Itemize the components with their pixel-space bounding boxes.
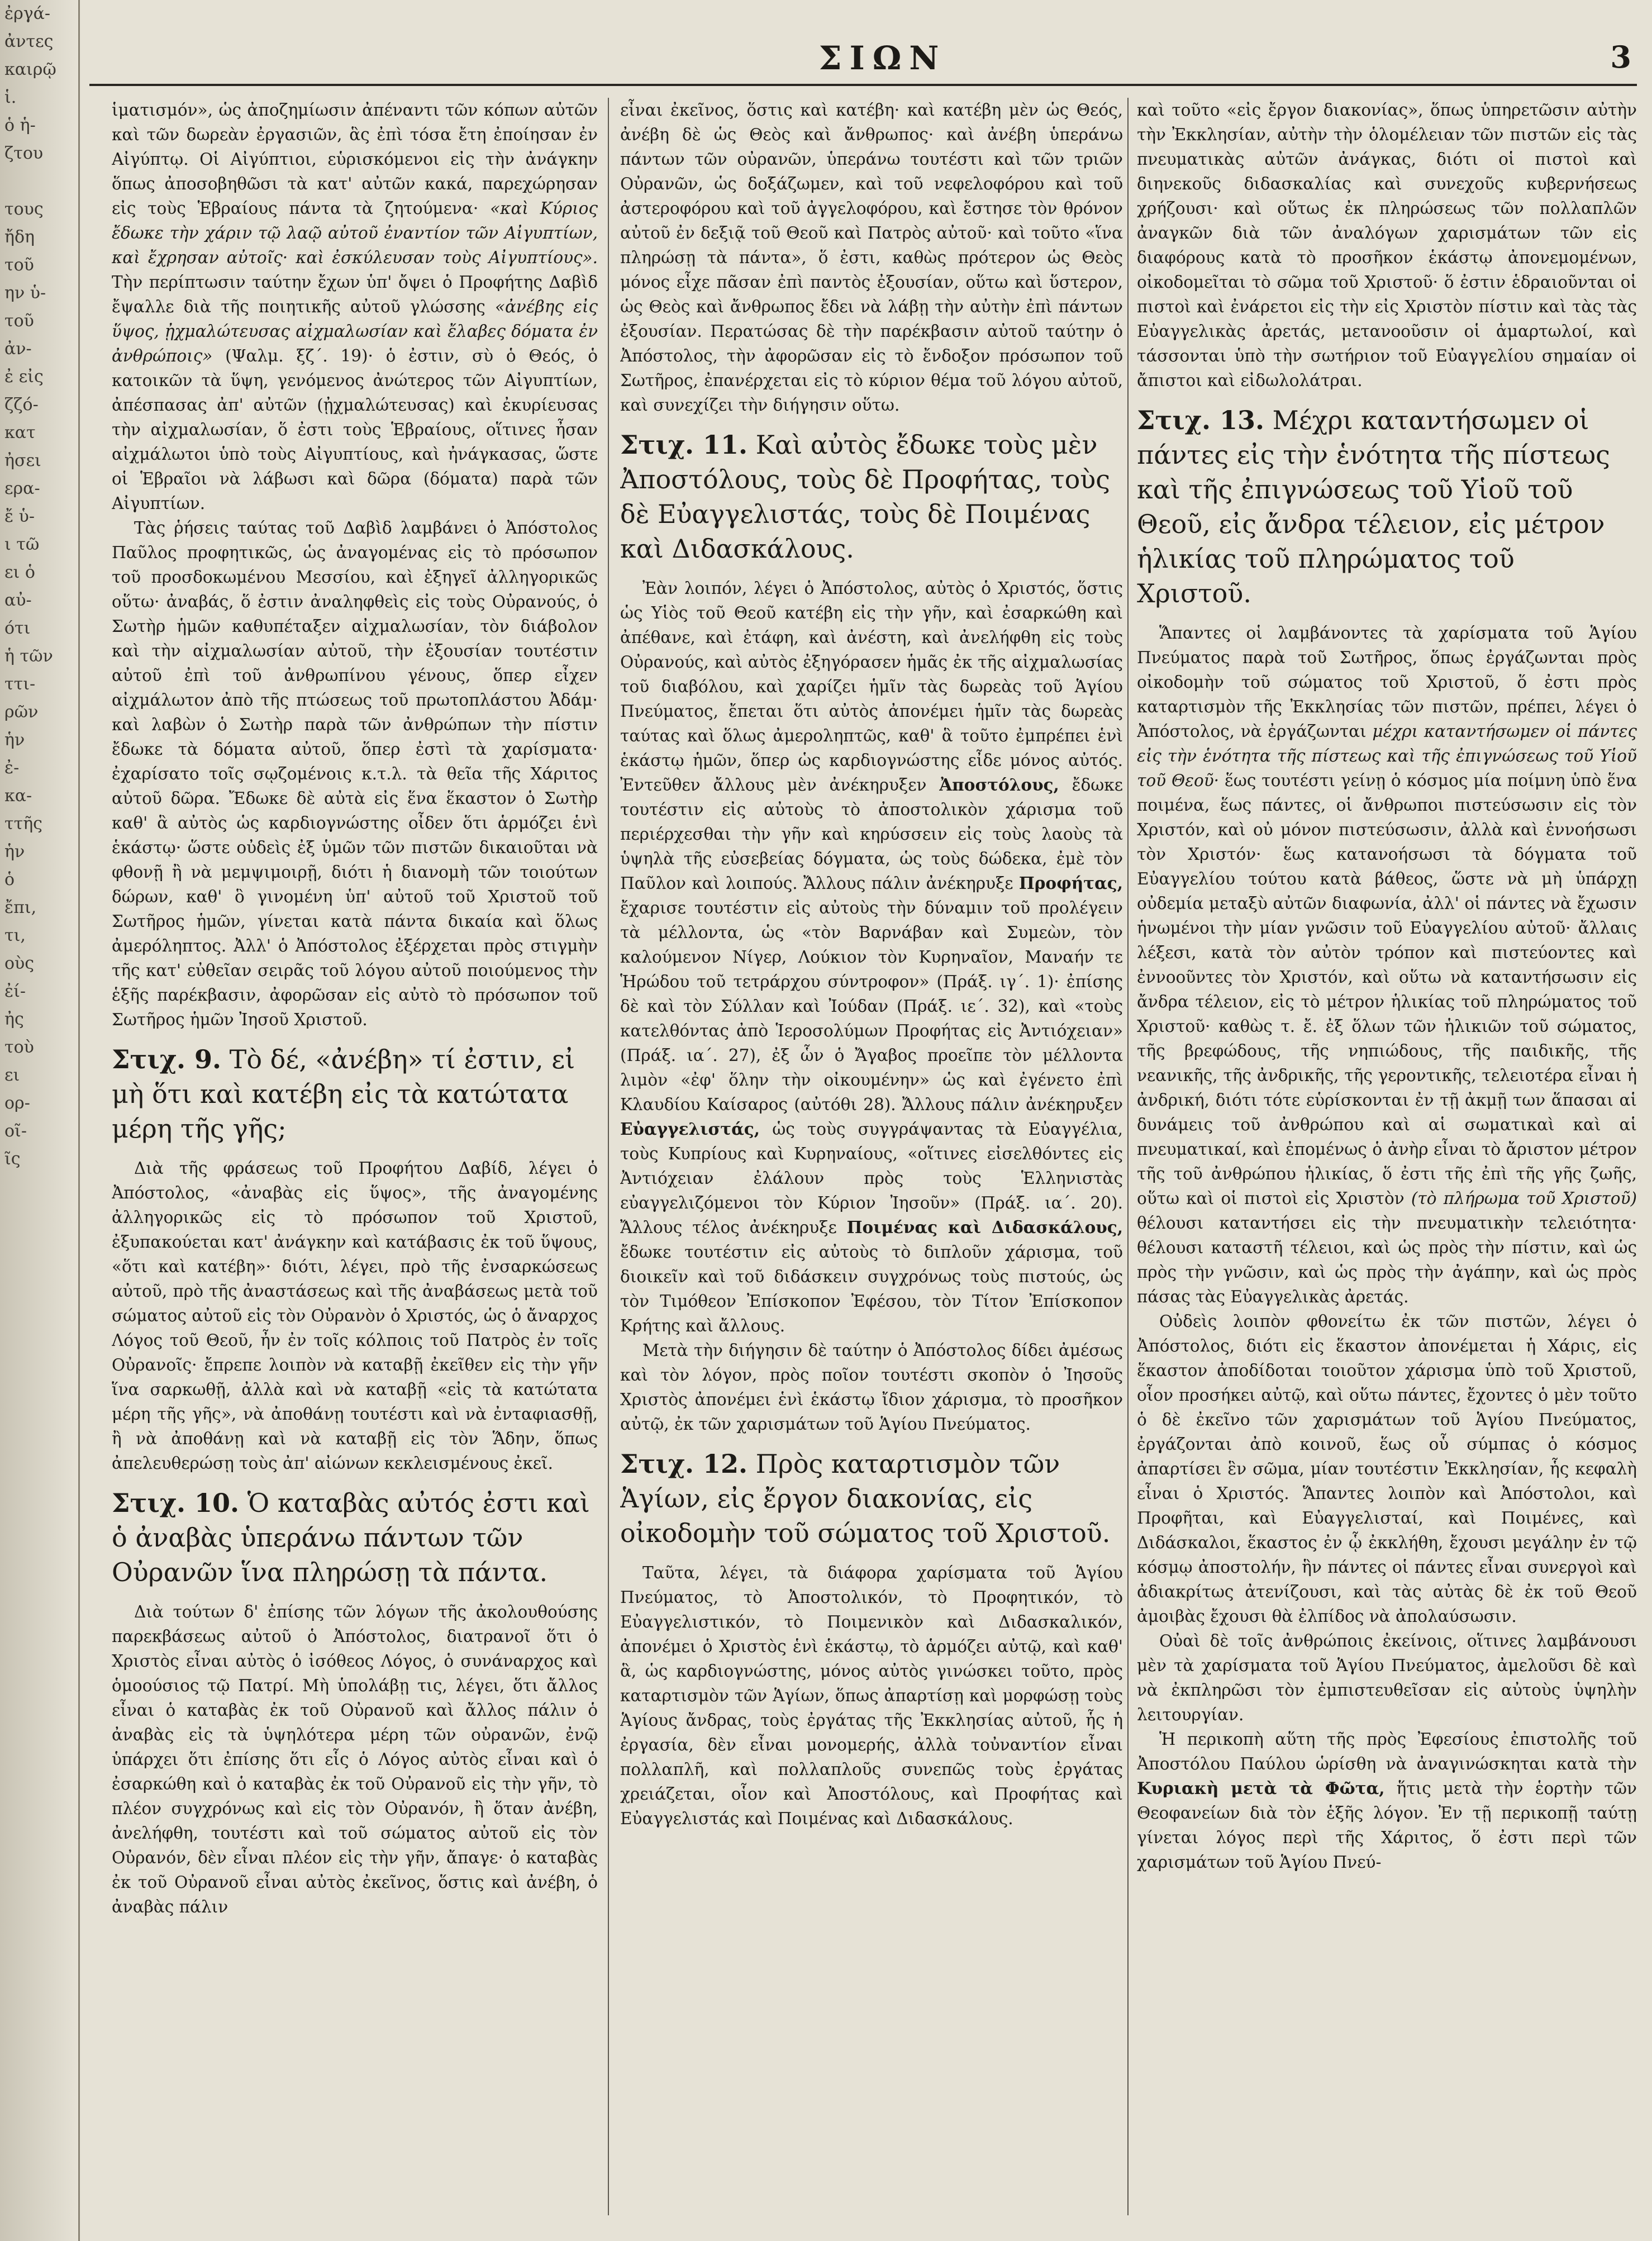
paragraph: Ἅπαντες οἱ λαμβάνοντες τὰ χαρίσματα τοῦ Ἁγίου Πνεύματος παρὰ τοῦ Σωτῆρος, ὅπως ἐργάζωνται πρὸς οἰκοδομὴν τοῦ σώματος τοῦ Χριστοῦ, ὅ ἐστι πρὸς καταρτισμὸν τῆς Ἐκκλησίας τῶν πιστῶν, πρέπει, λέγει ὁ Ἀπόστολος, νὰ ἐργάζωνται μέχρι καταντήσωμεν οἱ πάντες εἰς τὴν ἑνότητα τῆς πίστεως καὶ τῆς ἐπιγνώσεως τοῦ Υἱοῦ τοῦ Θεοῦ· ἕως τουτέστι γείνῃ ὁ κόσμος μία ποίμνη ὑπὸ ἕνα ποιμένα, ἕως πάντες, οἱ ἄνθρωποι πιστεύσωσιν εἰς τὸν Χριστόν, καὶ οὐ μόνον πιστεύσωσιν, ἀλλὰ καὶ ἐννοήσωσι τὸν Χριστόν· ἕως κατανοήσωσι τὰ δόγματα τοῦ Εὐαγγελίου τούτου κατὰ βάθεος, ὥστε νὰ μὴ ὑπάρχῃ οὐδεμία μεταξὺ αὐτῶν διαφωνία, ἀλλ' οἱ πάντες νὰ ἔχωσιν ἡνωμένοι τὴν μίαν γνῶσιν τοῦ Εὐαγγελίου αὐτοῦ· ἄλλαις λέξεσι, κατὰ τὸν αὐτὸν τρόπον καὶ πιστεύοντες καὶ ἐννοοῦντες τὸν Χριστόν, καὶ οὕτω νὰ καταντήσωσιν εἰς ἄνδρα τέλειον, εἰς τὸ μέτρον ἡλικίας τοῦ πληρώματος τοῦ Χριστοῦ· καθὼς τ. ἔ. ἐξ ὅλων τῶν ἡλικιῶν τοῦ σώματος, τῆς βρεφώδους, τῆς νηπιώδους, τῆς παιδικῆς, τῆς νεανικῆς, τῆς ἀνδρικῆς, τῆς γεροντικῆς, τελειοτέρα εἶναι ἡ ἀνδρική, διότι τότε εὑρίσκονται ἐν τῇ ἀκμῇ των ἅπασαι αἱ δυνάμεις τοῦ ἀνθρώπου καὶ αἱ σωματικαὶ καὶ αἱ πνευματικαί, καὶ ἐπομένως ὁ ἀνὴρ εἶναι τὸ ἄριστον μέτρον τῆς τοῦ ἀνθρώπου ἡλικίας, ὅ ἐστι τῆς ἐπὶ τῆς γῆς ζωῆς, οὕτω καὶ οἱ πιστοὶ εἰς Χριστὸν (τὸ πλήρωμα τοῦ Χριστοῦ) θέλουσι καταντήσει εἰς τὴν πνευματικὴν τελειότητα· θέλουσι καταστῆ τέλειοι, καὶ ὡς πρὸς τὴν πίστιν, καὶ ὡς πρὸς τὴν γνῶσιν, καὶ ὡς πρὸς τὴν ἀγάπην, καὶ ὡς πρὸς πάσας τὰς Εὐαγγελικὰς ἀρετάς.	[1137, 624, 1637, 1306]
edge-fragment: ἀν-	[4, 339, 32, 359]
edge-fragment: τους	[4, 199, 44, 219]
edge-fragment: ἀντες	[4, 32, 54, 51]
edge-fragment	[0, 1173, 77, 1201]
header-rule	[89, 84, 1637, 86]
edge-fragment: ἡν	[4, 842, 25, 862]
edge-fragment: ερα-	[4, 479, 40, 498]
verse-heading: Στιχ. 12. Πρὸς καταρτισμὸν τῶν Ἁγίων, εἰς ἔργον διακονίας, εἰς οἰκοδομὴν τοῦ σώματος τοῦ Χριστοῦ.	[620, 1449, 1111, 1548]
edge-fragment: καιρῷ	[4, 60, 56, 79]
edge-fragment: ἤδη	[4, 227, 35, 247]
edge-fragment: ττι-	[4, 674, 36, 694]
edge-fragment: ἠς	[4, 1010, 24, 1029]
paragraph: Ταῦτα, λέγει, τὰ διάφορα χαρίσματα τοῦ Ἁγίου Πνεύματος, τὸ Ἀποστολικόν, τὸ Προφητικόν, τὸ Εὐαγγελιστικόν, τὸ Ποιμενικὸν καὶ Διδασκαλικόν, ἀπονέμει ὁ Χριστὸς ἑνὶ ἑκάστῳ, τὸ ἁρμόζει αὐτῷ, καὶ καθ' ἃ, ὡς καρδιογνώστης, μόνος αὐτὸς γινώσκει τοῦτο, πρὸς καταρτισμὸν τῶν Ἁγίων, ὅπως ἀπαρτίσῃ καὶ μορφώσῃ τοὺς Ἁγίους ἄνδρας, τοὺς ἐργάτας τῆς Ἐκκλησίας αὐτοῦ, ἧς ἡ ἐργασία, δὲν εἶναι μονομερής, ἀλλὰ τοὐναντίον εἶναι πολλαπλῆ, καὶ πολλαπλοῦς συνεπῶς τοὺς ἐργάτας χρειάζεται, οἷον καὶ Ἀποστόλους, καὶ Προφήτας καὶ Εὐαγγελιστάς καὶ Ποιμένας καὶ Διδασκάλους.	[620, 1563, 1123, 1828]
column-divider	[608, 98, 609, 2215]
page-number: 3	[1610, 39, 1631, 75]
verse-heading: Στιχ. 11. Καὶ αὐτὸς ἔδωκε τοὺς μὲν Ἀποστόλους, τοὺς δὲ Προφήτας, τοὺς δὲ Εὐαγγελιστάς, τοὺς δὲ Ποιμένας καὶ Διδασκάλους.	[620, 430, 1111, 564]
edge-fragment: ει ὁ	[4, 563, 35, 582]
edge-fragment: ζτου	[4, 144, 44, 163]
paragraph: Ἐὰν λοιπόν, λέγει ὁ Ἀπόστολος, αὐτὸς ὁ Χριστός, ὅστις ὡς Υἱὸς τοῦ Θεοῦ κατέβη εἰς τὴν γῆν, καὶ ἐσαρκώθη καὶ ἀπέθανε, καὶ ἐτάφη, καὶ ἀνέστη, καὶ ἀνελήφθη εἰς τοὺς Οὐρανούς, καὶ αὐτὸς ἐξηγόρασεν ἡμᾶς ἐκ τῆς αἰχμαλωσίας τοῦ διαβόλου, καὶ χαρίζει ἡμῖν τὰς δωρεὰς τοῦ Ἁγίου Πνεύματος, ἔπεται ὅτι αὐτὸς ἀπονέμει ἡμῖν τὰς δωρεὰς ταύτας καὶ ὅλως ἀμεροληπτῶς, καθ' ἃ τοῦτο ἐμπρέπει ἑνὶ ἑκάστῳ ἡμῶν, ὅπερ ὡς καρδιογνώστης εἶδε μόνος αὐτός. Ἐντεῦθεν ἄλλους μὲν ἀνέκηρυξεν Ἀποστόλους, ἔδωκε τουτέστιν εἰς αὐτοὺς τὸ ἀποστολικὸν χάρισμα τοῦ περιέρχεσθαι τὴν γῆν καὶ κηρύσσειν εἰς τοὺς λαοὺς τὰ ὑψηλὰ τῆς εὐσεβείας δόγματα, ὡς τοὺς δώδεκα, ἐμὲ τὸν Παῦλον καὶ λοιπούς. Ἄλλους πάλιν ἀνέκηρυξε Προφήτας, ἔχαρισε τουτέστιν εἰς αὐτοὺς τὴν δύναμιν τοῦ προλέγειν τὰ μέλλοντα, ὡς «τὸν Βαρνάβαν καὶ Συμεὼν, τὸν καλούμενον Νίγερ, Λούκιον τὸν Κυρηναῖον, Μαναήν τε Ἡρώδου τοῦ τετράρχου σύντροφον» (Πράξ. ιγ΄. 1)· ἐπίσης δὲ καὶ τὸν Σύλλαν καὶ Ἰούδαν (Πράξ. ιε΄. 32), καὶ «τοὺς κατελθόντας ἀπὸ Ἱεροσολύμων Προφήτας εἰς Ἀντιόχειαν» (Πράξ. ια΄. 27), ἐξ ὧν ὁ Ἄγαβος προεῖπε τὸν μέλλοντα λιμὸν «ἐφ' ὅλην τὴν οἰκουμένην» ὡς καὶ ἐγένετο ἐπὶ Κλαυδίου Καίσαρος (αὐτόθι 28). Ἄλλους πάλιν ἀνέκηρυξεν Εὐαγγελιστάς, ὡς τοὺς συγγράψαντας τὰ Εὐαγγέλια, τοὺς Κυπρίους καὶ Κυρηναίους, «οἵτινες εἰσελθόντες εἰς Ἀντιόχειαν ἐλάλουν πρὸς τοὺς Ἑλληνιστὰς εὐαγγελιζόμενοι τὸν Κύριον Ἰησοῦν» (Πράξ. ια΄. 20). Ἄλλους τέλος ἀνέκηρυξε Ποιμένας καὶ Διδασκάλους, ἔδωκε τουτέστιν εἰς αὐτοὺς τὸ διπλοῦν χάρισμα, τοῦ διοικεῖν καὶ τοῦ διδάσκειν συγχρόνως τοὺς πιστούς, ὡς τὸν Τιμόθεον Ἐπίσκοπον Ἐφέσου, τὸν Τίτον Ἐπίσκοπον Κρήτης καὶ ἄλλους.	[620, 579, 1123, 1335]
paragraph: ἱματισμόν», ὡς ἀποζημίωσιν ἀπέναντι τῶν κόπων αὐτῶν καὶ τῶν δωρεὰν ἐργασιῶν, ἃς ἐπὶ τόσα ἔτη ἐποίησαν ἐν Αἰγύπτῳ. Οἱ Αἰγύπτιοι, εὑρισκόμενοι εἰς τὴν ἀνάγκην ὅπως ἀποσοβηθῶσι τὰ κατ' αὐτῶν κακά, παρεχώρησαν εἰς τοὺς Ἑβραίους πάντα τὰ ζητούμενα· «καὶ Κύριος ἔδωκε τὴν χάριν τῷ λαῷ αὐτοῦ ἐναντίον τῶν Αἰγυπτίων, καὶ ἔχρησαν αὐτοῖς· καὶ ἐσκύλευσαν τοὺς Αἰγυπτίους». Τὴν περίπτωσιν ταύτην ἔχων ὑπ' ὄψει ὁ Προφήτης Δαβὶδ ἔψαλλε διὰ τῆς ποιητικῆς αὐτοῦ γλώσσης «ἀνέβης εἰς ὕψος, ᾐχμαλώτευσας αἰχμαλωσίαν καὶ ἔλαβες δόματα ἐν ἀνθρώποις» (Ψαλμ. ξζ΄. 19)· ὁ ἐστιν, σὺ ὁ Θεός, ὁ κατοικῶν τὰ ὕψη, γενόμενος ἀνώτερος τῶν Αἰγυπτίων, ἀπέσπασας ἀπ' αὐτῶν (ᾐχμαλώτευσας) καὶ ἐκυρίευσας τὴν αἰχμαλωσίαν, ὅ ἐστι τοὺς Ἑβραίους, οἵτινες ἦσαν αἰχμάλωτοι ὑπὸ τοὺς Αἰγυπτίους, καὶ ἠνάγκασας, ὥστε οἱ Ἑβραῖοι νὰ λάβωσι καὶ δῶρα (δόματα) παρὰ τῶν Αἰγυπτίων.	[112, 101, 598, 513]
edge-fragment: ἐ-	[4, 758, 20, 778]
verse-heading: Στιχ. 9. Τὸ δέ, «ἀνέβη» τί ἐστιν, εἰ μὴ ὅτι καὶ κατέβη εἰς τὰ κατώτατα μέρη τῆς γῆς;	[112, 1044, 575, 1144]
edge-fragment: οὺς	[4, 954, 35, 973]
edge-fragment: ἐργά-	[4, 4, 51, 23]
column-3	[1137, 98, 1637, 2215]
newspaper-title: ΣΙΩΝ	[818, 39, 947, 77]
edge-fragment: οῖ-	[4, 1121, 27, 1141]
edge-fragment: κατ	[4, 423, 36, 443]
edge-fragment: ἡ τῶν	[4, 646, 53, 666]
paragraph: Διὰ τούτων δ' ἐπίσης τῶν λόγων τῆς ἀκολουθούσης παρεκβάσεως αὐτοῦ ὁ Ἀπόστολος, διατρανοῖ ὅτι ὁ Χριστὸς εἶναι αὐτὸς ὁ ἰσόθεος Λόγος, ὁ συνάναρχος καὶ ὁμοούσιος τῷ Πατρί. Μὴ ὑπολάβῃ τις, λέγει, ὅτι ἄλλος εἶναι ὁ καταβὰς ἐκ τοῦ Οὐρανοῦ καὶ ἄλλος πάλιν ὁ ἀναβὰς εἰς τὰ ὑψηλότερα μέρη τῶν οὐρανῶν, ἐνῷ ὑπάρχει ὅτι ἐπίσης ὅτι εἷς ὁ Λόγος αὐτὸς εἶναι καὶ ὁ ἐσαρκώθη καὶ ὁ καταβὰς ἐκ τοῦ Οὐρανοῦ εἰς τὴν γῆν, τὸ πλέον συγχρόνως καὶ εἰς τὸν Οὐρανόν, ἢ ὅταν ἀνέβη, ἀνελήφθη, τουτέστι καὶ τοῦ σώματος αὐτοῦ εἰς τὸν Οὐρανόν, δὲν εἶναι πλέον εἰς τὴν γῆν, ἄπαγε· ὁ καταβὰς ἐκ τοῦ Οὐρανοῦ εἶναι αὐτὸς ἐκεῖνος, ὅστις καὶ ἀνέβη, ὁ ἀναβὰς πάλιν	[112, 1602, 598, 1916]
edge-fragment: ἔπι,	[4, 898, 37, 917]
column-divider	[1127, 98, 1129, 2215]
paragraph: Οὐδεὶς λοιπὸν φθονείτω ἐκ τῶν πιστῶν, λέγει ὁ Ἀπόστολος, διότι εἰς ἕκαστον ἀπονέμεται ἡ Χάρις, εἰς ἕκαστον ἀποδίδοται τοιοῦτον χάρισμα ὑπὸ τοῦ Χριστοῦ, οἷον προσήκει αὐτῷ, καὶ οὕτω πάντες, ἔχοντες ὁ μὲν τοῦτο ὁ δὲ ἐκεῖνο τῶν χαρισμάτων τοῦ Ἁγίου Πνεύματος, ἐργάζονται ἀπὸ κοινοῦ, ἕως οὗ σύμπας ὁ κόσμος ἀπαρτίσει ἓν σῶμα, μίαν τουτέστιν Ἐκκλησίαν, ἧς κεφαλὴ εἶναι ὁ Χριστός. Ἅπαντες λοιπὸν καὶ Ἀπόστολοι, καὶ Προφῆται, καὶ Εὐαγγελισταί, καὶ Ποιμένες, καὶ Διδάσκαλοι, ἕκαστος ἐν ᾧ ἐκκλήθη, ἔχουσι μεγάλην ἐν τῷ κόσμῳ ἀποστολήν, ἣν πάντες οἱ πάντες εἶναι συνεργοὶ καὶ ἀδιακρίτως ἀτενίζουσι, καὶ τὰς αὐτὰς δὲ ἐκ τοῦ Θεοῦ ἀμοιβὰς ἔχουσι θὰ ἐλπίδος νὰ ἀπολαύσωσιν.	[1137, 1312, 1637, 1626]
left-page-edge	[0, 0, 80, 2241]
edge-fragment: ὁ	[4, 870, 15, 889]
edge-fragment: ἐί-	[4, 982, 26, 1001]
edge-fragment: κα-	[4, 786, 32, 806]
edge-fragment: αὐ-	[4, 591, 32, 610]
edge-fragment: τοὺ	[4, 1038, 34, 1057]
edge-fragment: τι,	[4, 926, 26, 945]
edge-fragment: ἔ ὑ-	[4, 507, 35, 526]
paragraph: Διὰ τῆς φράσεως τοῦ Προφήτου Δαβίδ, λέγει ὁ Ἀπόστολος, «ἀναβὰς εἰς ὕψος», τῆς ἀναγομένης ἀλληγορικῶς εἰς τὸ πρόσωπον τοῦ Χριστοῦ, ἐξυπακούεται κατ' ἀνάγκην καὶ κατάβασις ἐκ τοῦ ὕψους, «ὅτι καὶ κατέβη»· διότι, λέγει, πρὸ τῆς ἐνσαρκώσεως αὐτοῦ, πρὸ τῆς ἀναστάσεως καὶ τῆς ἀναβάσεως μετὰ τοῦ σώματος αὐτοῦ εἰς τὸν Οὐρανὸν ὁ Χριστός, ὡς ὁ ἄναρχος Λόγος τοῦ Θεοῦ, ἦν ἐν τοῖς κόλποις τοῦ Πατρὸς ἐν τοῖς Οὐρανοῖς· ἔπρεπε λοιπὸν νὰ καταβῇ ἐκεῖθεν εἰς τὴν γῆν ἵνα σαρκωθῇ, ἀλλὰ καὶ νὰ καταβῇ «εἰς τὰ κατώτατα μέρη τῆς γῆς», νὰ ἀποθάνῃ τουτέστι καὶ νὰ ἐνταφιασθῇ, ἢ νὰ ἀποθάνῃ καὶ νὰ καταβῇ εἰς τὸν Ἅδην, ὅπως ἀπελευθερώσῃ τοὺς ἀπ' αἰώνων κεκλεισμένους ἐκεῖ.	[112, 1159, 598, 1473]
edge-fragment: ὁ ἡ-	[4, 116, 36, 135]
edge-fragment: ορ-	[4, 1093, 30, 1113]
edge-fragment: ἱ.	[4, 88, 17, 107]
edge-fragment: τοῦ	[4, 255, 34, 275]
edge-fragment: ῖς	[4, 1149, 21, 1169]
edge-fragment: ἡν	[4, 730, 25, 750]
verse-heading: Στιχ. 13. Μέχρι καταντήσωμεν οἱ πάντες εἰς τὴν ἑνότητα τῆς πίστεως καὶ τῆς ἐπιγνώσεως τοῦ Υἱοῦ τοῦ Θεοῦ, εἰς ἄνδρα τέλειον, εἰς μέτρον ἡλικίας τοῦ πληρώματος τοῦ Χριστοῦ.	[1137, 405, 1610, 608]
edge-fragment: ζζό-	[4, 395, 39, 415]
edge-fragment: ττῆς	[4, 814, 42, 834]
paragraph: Οὐαὶ δὲ τοῖς ἀνθρώποις ἐκείνοις, οἵτινες λαμβάνουσι μὲν τὰ χαρίσματα τοῦ Ἁγίου Πνεύματος, ἀμελοῦσι δὲ καὶ νὰ ἐκπληρῶσι τὸν ἐμπιστευθεῖσαν εἰς αὐτοὺς ὑψηλὴν λειτουργίαν.	[1137, 1631, 1637, 1724]
edge-fragment: ρῶν	[4, 702, 39, 722]
column-1	[112, 98, 598, 2215]
edge-fragment: ει	[4, 1065, 20, 1085]
paragraph: Τὰς ῥήσεις ταύτας τοῦ Δαβὶδ λαμβάνει ὁ Ἀπόστολος Παῦλος προφητικῶς, ὡς ἀναγομένας εἰς τὸ πρόσωπον τοῦ προσδοκωμένου Μεσσίου, καὶ ἐξηγεῖ ἀλληγορικῶς οὕτω· ἀναβάς, ὅ ἐστιν ἀναληφθεὶς εἰς τοὺς Οὐρανούς, ὁ Σωτὴρ ἡμῶν καθυπέταξεν αἰχμαλωσίαν, τὸν διάβολον καὶ τὴν αἰχμαλωσίαν αὐτοῦ, τὴν ἐξουσίαν τουτέστιν αὐτοῦ ἐπὶ τοῦ ἀνθρωπίνου γένους, ὅπερ εἶχεν αἰχμάλωτον ἀπὸ τῆς πτώσεως τοῦ πρωτοπλάστου Ἀδάμ· καὶ λαβὼν ὁ Σωτὴρ παρὰ τῶν ἀνθρώπων τὴν πίστιν ἔδωκε τὰ δόματα αὐτοῦ, ὅπερ ἐστὶ τὰ χαρίσματα· ἐχαρίσατο τοῖς σῳζομένοις κ.τ.λ. τὰ θεῖα τῆς Χάριτος αὐτοῦ δῶρα. Ἔδωκε δὲ αὐτὰ εἰς ἕνα ἕκαστον ὁ Σωτὴρ καθ' ἃ αὐτὸς ὡς καρδιογνώστης οἶδεν ὅτι ἁρμόζει ἑνὶ ἑκάστῳ· ὥστε οὐδεὶς ἐξ ὑμῶν τῶν πιστῶν δικαιοῦται νὰ φθονῇ ἢ νὰ μεμψιμοιρῇ, διότι ἡ διανομὴ τῶν τοιούτων δώρων, καθ' ὃ γινομένη ὑπ' αὐτοῦ τοῦ Χριστοῦ τοῦ Σωτῆρος ἡμῶν, γίνεται κατὰ πάντα δικαία καὶ ὅλως ἀμερόληπτος. Ἀλλ' ὁ Ἀπόστολος ἐξέρχεται πρὸς στιγμὴν τῆς κατ' εὐθεῖαν σειρᾶς τοῦ λόγου αὐτοῦ ποιούμενος τὴν ἑξῆς παρέκβασιν, ἀφορῶσαν εἰς αὐτὸ τὸ πρόσωπον τοῦ Σωτῆρος ἡμῶν Ἰησοῦ Χριστοῦ.	[112, 518, 598, 1029]
verse-heading: Στιχ. 10. Ὁ καταβὰς αὐτός ἐστι καὶ ὁ ἀναβὰς ὑπεράνω πάντων τῶν Οὐρανῶν ἵνα πληρώσῃ τὰ πάντα.	[112, 1488, 590, 1587]
paragraph: καὶ τοῦτο «εἰς ἔργον διακονίας», ὅπως ὑπηρετῶσιν αὐτὴν τὴν Ἐκκλησίαν, αὐτὴν τὴν ὁλομέλειαν τῶν πιστῶν εἰς τὰς πνευματικὰς αὐτῶν ἀνάγκας, διότι οἱ πιστοὶ καὶ διηνεκοῦς διδασκαλίας καὶ συνεχοῦς κυβερνήσεως χρήζουσι· καὶ οὕτως ἐκ πληρώσεως τῶν πολλαπλῶν ἀναγκῶν διὰ τῶν ἀναλόγων χαρισμάτων τῶν εἰς διαφόρους κατὰ τὸ προσῆκον ἑκάστῳ ἀπονεμομένων, οἰκοδομεῖται τὸ σῶμα τοῦ Χριστοῦ· ὅ ἐστιν ἑδραιοῦνται οἱ πιστοὶ καὶ ἐνάρετοι εἰς τὴν εἰς Χριστὸν πίστιν καὶ τὰς τὰς Εὐαγγελικὰς ἀρετάς, μετανοοῦσιν οἱ ἁμαρτωλοί, καὶ τάσσονται ὑπὸ τὴν σωτήριον τοῦ Εὐαγγελίου σημαίαν οἱ ἄπιστοι καὶ εἰδωλολάτραι.	[1137, 101, 1637, 390]
edge-fragment: ι τῶ	[4, 535, 40, 554]
paragraph: Μετὰ τὴν διήγησιν δὲ ταύτην ὁ Ἀπόστολος δίδει ἀμέσως καὶ τὸν λόγον, πρὸς ποῖον τουτέστι σκοπὸν ὁ Ἰησοῦς Χριστὸς ἀπονέμει ἑνὶ ἑκάστῳ ἴδιον χάρισμα, τὸ προσῆκον αὐτῷ, ἐκ τῶν χαρισμάτων τοῦ Ἁγίου Πνεύματος.	[620, 1341, 1123, 1434]
edge-fragment	[0, 168, 77, 196]
edge-fragment: ἠσει	[4, 451, 41, 470]
edge-fragment: τοῦ	[4, 311, 34, 331]
paragraph: εἶναι ἐκεῖνος, ὅστις καὶ κατέβη· καὶ κατέβη μὲν ὡς Θεός, ἀνέβη δὲ ὡς Θεὸς καὶ ἄνθρωπος· καὶ ἀνέβη ὑπεράνω πάντων τῶν οὐρανῶν, ὑπεράνω τουτέστι καὶ τῶν τριῶν Οὐρανῶν, ὡς δοξάζωμεν, καὶ τοῦ νεφελοφόρου καὶ τοῦ ἀστεροφόρου καὶ τοῦ ἀγγελοφόρου, καὶ ἔστησε τὸν θρόνον αὐτοῦ ἐν δεξιᾷ τοῦ Θεοῦ καὶ Πατρὸς αὐτοῦ· καὶ τοῦτο «ἵνα πληρώσῃ τὰ πάντα», ὅ ἐστι, καθὼς πρότερον ὡς Θεὸς μόνος εἶχε πᾶσαν ἐπὶ παντὸς ἐξουσίαν, οὕτω καὶ ὕστερον, ὡς Θεὸς καὶ ἄνθρωπος ἔδει νὰ λάβῃ τὴν αὐτὴν ἐπὶ πάντων ἐξουσίαν. Περατώσας δὲ τὴν παρέκβασιν αὐτοῦ ταύτην ὁ Ἀπόστολος, τὴν ἀφορῶσαν εἰς τὸ ἔνδοξον πρόσωπον τοῦ Σωτῆρος, ἐπανέρχεται εἰς τὸ κύριον θέμα τοῦ λόγου αὐτοῦ, καὶ συνεχίζει τὴν διήγησιν οὕτω.	[620, 101, 1123, 415]
paragraph: Ἡ περικοπὴ αὕτη τῆς πρὸς Ἐφεσίους ἐπιστολῆς τοῦ Ἀποστόλου Παύλου ὡρίσθη νὰ ἀναγινώσκηται κατὰ τὴν Κυριακὴ μετὰ τὰ Φῶτα, ἥτις μετὰ τὴν ἑορτὴν τῶν Θεοφανείων διὰ τὸν ἑξῆς λόγον. Ἐν τῇ περικοπῇ ταύτῃ γίνεται λόγος περὶ τῆς Χάριτος, ὅ ἐστι περὶ τῶν χαρισμάτων τοῦ Ἁγίου Πνεύ-	[1137, 1730, 1637, 1872]
edge-fragment: ην ὑ-	[4, 283, 46, 303]
edge-fragment: ότι	[4, 618, 31, 638]
masthead	[89, 34, 1637, 78]
edge-fragment: ἐ εἰς	[4, 367, 44, 387]
column-2	[620, 98, 1123, 2215]
